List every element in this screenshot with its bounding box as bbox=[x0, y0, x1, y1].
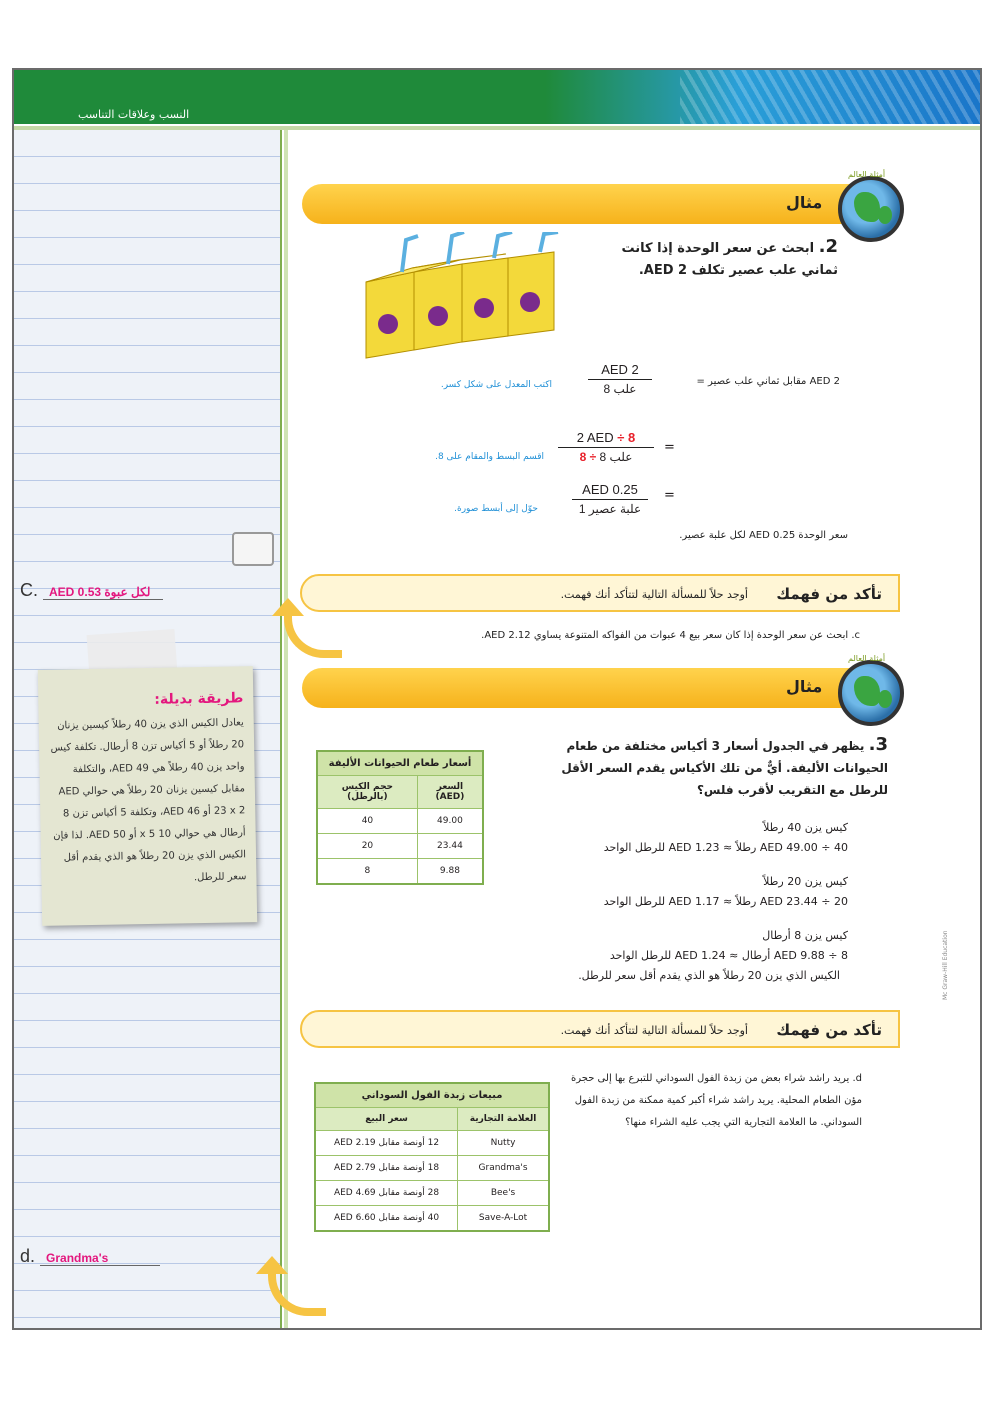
fraction-2-denominator: 8 علب bbox=[599, 450, 633, 464]
table-cell: 40 أونصة مقابل AED 6.60 bbox=[315, 1206, 458, 1232]
step-3-note: حوّل إلى أبسط صورة. bbox=[454, 504, 538, 514]
table-cell: Save-A-Lot bbox=[458, 1206, 549, 1232]
globe-tag-1: أمثلة العالم bbox=[848, 170, 886, 179]
bullet-title: كيس يزن 20 رطلاً bbox=[763, 875, 848, 888]
check-1-instruction: أوجد حلاً للمسألة التالية لتتأكد أنك فهمت. bbox=[560, 588, 748, 601]
fraction-1-numerator: AED 2 bbox=[588, 362, 652, 380]
table-cell: 9.88 bbox=[417, 859, 483, 885]
fraction-2 bbox=[558, 430, 654, 464]
bullet-20lb bbox=[500, 872, 848, 912]
peanut-butter-table-caption: مبيعات زبدة الفول السوداني bbox=[315, 1083, 549, 1108]
problem-d: d. يريد راشد شراء بعض من زبدة الفول السوداني للتبرع بها إلى حجرة مؤن الطعام المحلية. يريد راشد شراء أكبر كمية ممكنة من زبدة الفول السوداني. ما العلامة التجارية التي يجب عليه الشراء منها؟ bbox=[570, 1073, 862, 1128]
table-cell: Bee's bbox=[458, 1181, 549, 1206]
divide-op-bottom: 8 ÷ bbox=[579, 450, 597, 464]
check-understanding-2 bbox=[300, 1010, 900, 1048]
table-row bbox=[317, 859, 483, 885]
problem-3-number: 3. bbox=[868, 734, 888, 755]
fraction-3 bbox=[572, 482, 648, 516]
fraction-1-denominator: 8 علب bbox=[603, 382, 637, 396]
check-understanding-1 bbox=[300, 574, 900, 612]
header-bar bbox=[14, 70, 980, 124]
pet-food-header-price: السعر (AED) bbox=[417, 776, 483, 809]
answer-d-value: Grandma's bbox=[40, 1251, 160, 1266]
globe-icon bbox=[838, 660, 904, 726]
answer-c bbox=[20, 580, 163, 601]
peanut-butter-header-brand: العلامة التجارية bbox=[458, 1108, 549, 1131]
equals-2: = bbox=[664, 488, 675, 503]
equals-1: = bbox=[664, 440, 675, 455]
table-cell: 8 bbox=[317, 859, 417, 885]
bullet-title: كيس يزن 8 أرطال bbox=[762, 929, 848, 942]
divide-op-top: ÷ 8 bbox=[617, 430, 636, 445]
note-icon bbox=[232, 532, 274, 566]
step-1-note: اكتب المعدل على شكل كسر. bbox=[440, 380, 552, 390]
check-1-title: تأكد من فهمك bbox=[776, 585, 882, 603]
problem-2-text: ابحث عن سعر الوحدة إذا كانت ثماني علب عصير تكلف AED 2. bbox=[621, 241, 838, 278]
pet-food-table-caption: أسعار طعام الحيوانات الأليفة bbox=[317, 751, 483, 776]
pet-food-header-size: حجم الكيس (بالرطل) bbox=[317, 776, 417, 809]
table-row bbox=[315, 1131, 549, 1156]
check-2-title: تأكد من فهمك bbox=[776, 1021, 882, 1039]
table-cell: Nutty bbox=[458, 1131, 549, 1156]
problem-3 bbox=[548, 734, 888, 801]
sticky-text: يعادل الكيس الذي يزن 40 رطلاً كيسين يزنان 20 رطلاً أو 5 أكياس تزن 8 أرطال. تكلفة كيس واحد يزن 40 رطلاً هي AED 49، والتكلفة مقابل كيسين يزنان 20 رطلاً هي حوالي AED 23 x 2 أو AED 46، وتكلفة 5 أكياس تزن 8 أرطال هي حوالي 10 x 5 أو AED 50. لذا فإن الكيس الذي يزن 20 رطلاً هو الذي يقدم أقل سعر للرطل. bbox=[50, 717, 247, 884]
globe-icon bbox=[838, 176, 904, 242]
table-row bbox=[315, 1206, 549, 1232]
alternate-method-note bbox=[38, 666, 257, 926]
answer-d-label: d. bbox=[20, 1246, 36, 1266]
notes-edge bbox=[284, 130, 288, 1328]
bullet-title: كيس يزن 40 رطلاً bbox=[763, 821, 848, 834]
bullet-calc: AED 9.88 ÷ 8 أرطال ≈ AED 1.24 للرطل الواحد bbox=[609, 949, 848, 962]
table-row bbox=[315, 1181, 549, 1206]
table-cell: 20 bbox=[317, 834, 417, 859]
example-title-1: مثال bbox=[786, 193, 823, 212]
table-cell: 12 أونصة مقابل AED 2.19 bbox=[315, 1131, 458, 1156]
fraction-2-numerator: 2 AED bbox=[576, 430, 614, 445]
chapter-title: النسب وعلاقات التناسب bbox=[78, 108, 190, 121]
table-cell: 40 bbox=[317, 809, 417, 834]
table-cell: Grandma's bbox=[458, 1156, 549, 1181]
table-cell: 23.44 bbox=[417, 834, 483, 859]
problem-3-text: يظهر في الجدول أسعار 3 أكياس مختلفة من طعام الحيوانات الأليفة. أيٌّ من تلك الأكياس يقدم السعر الأقل للرطل مع التقريب لأقرب فلس؟ bbox=[561, 739, 888, 797]
bullet-calc: AED 49.00 ÷ 40 رطلاً ≈ AED 1.23 للرطل الواحد bbox=[603, 841, 848, 854]
answer-c-value: AED 0.53 لكل عبوة bbox=[43, 585, 163, 600]
answer-d bbox=[20, 1246, 160, 1267]
table-row bbox=[317, 809, 483, 834]
problem-3-conclusion: الكيس الذي يزن 20 رطلاً هو الذي يقدم أقل سعر للرطل. bbox=[578, 969, 840, 982]
table-cell: 28 أونصة مقابل AED 4.69 bbox=[315, 1181, 458, 1206]
fraction-3-numerator: AED 0.25 bbox=[572, 482, 648, 500]
copyright-credit: Mc Graw-Hill Education bbox=[942, 930, 949, 1000]
table-row bbox=[315, 1156, 549, 1181]
header-stripes bbox=[680, 70, 980, 124]
unit-price-conclusion: سعر الوحدة AED 0.25 لكل علبة عصير. bbox=[679, 530, 848, 541]
fraction-1 bbox=[588, 362, 652, 396]
fraction-3-denominator: 1 علبة عصير bbox=[578, 502, 642, 516]
peanut-butter-header-price: سعر البيع bbox=[315, 1108, 458, 1131]
example-title-2: مثال bbox=[786, 677, 823, 696]
problem-2 bbox=[598, 236, 838, 282]
peanut-butter-table bbox=[314, 1082, 550, 1232]
answer-c-label: C. bbox=[20, 580, 38, 600]
globe-tag-2: أمثلة العالم bbox=[848, 654, 886, 663]
check-2-instruction: أوجد حلاً للمسألة التالية لتتأكد أنك فهمت. bbox=[560, 1024, 748, 1037]
pet-food-table bbox=[316, 750, 484, 885]
juice-boxes-illustration bbox=[362, 232, 592, 360]
bullet-40lb bbox=[500, 818, 848, 858]
table-cell: 18 أونصة مقابل AED 2.79 bbox=[315, 1156, 458, 1181]
table-cell: 49.00 bbox=[417, 809, 483, 834]
bullet-calc: AED 23.44 ÷ 20 رطلاً ≈ AED 1.17 للرطل الواحد bbox=[603, 895, 848, 908]
problem-2-number: 2. bbox=[818, 236, 838, 257]
table-row bbox=[317, 834, 483, 859]
bullet-8lb bbox=[500, 926, 848, 966]
step-2-note: اقسم البسط والمقام على 8. bbox=[435, 452, 544, 462]
step-1-text: AED 2 مقابل ثماني علب عصير = bbox=[696, 376, 840, 387]
problem-c: c. ابحث عن سعر الوحدة إذا كان سعر بيع 4 عبوات من الفواكه المتنوعة يساوي AED 2.12. bbox=[481, 630, 860, 641]
sticky-title: طريقة بديلة: bbox=[154, 690, 244, 708]
